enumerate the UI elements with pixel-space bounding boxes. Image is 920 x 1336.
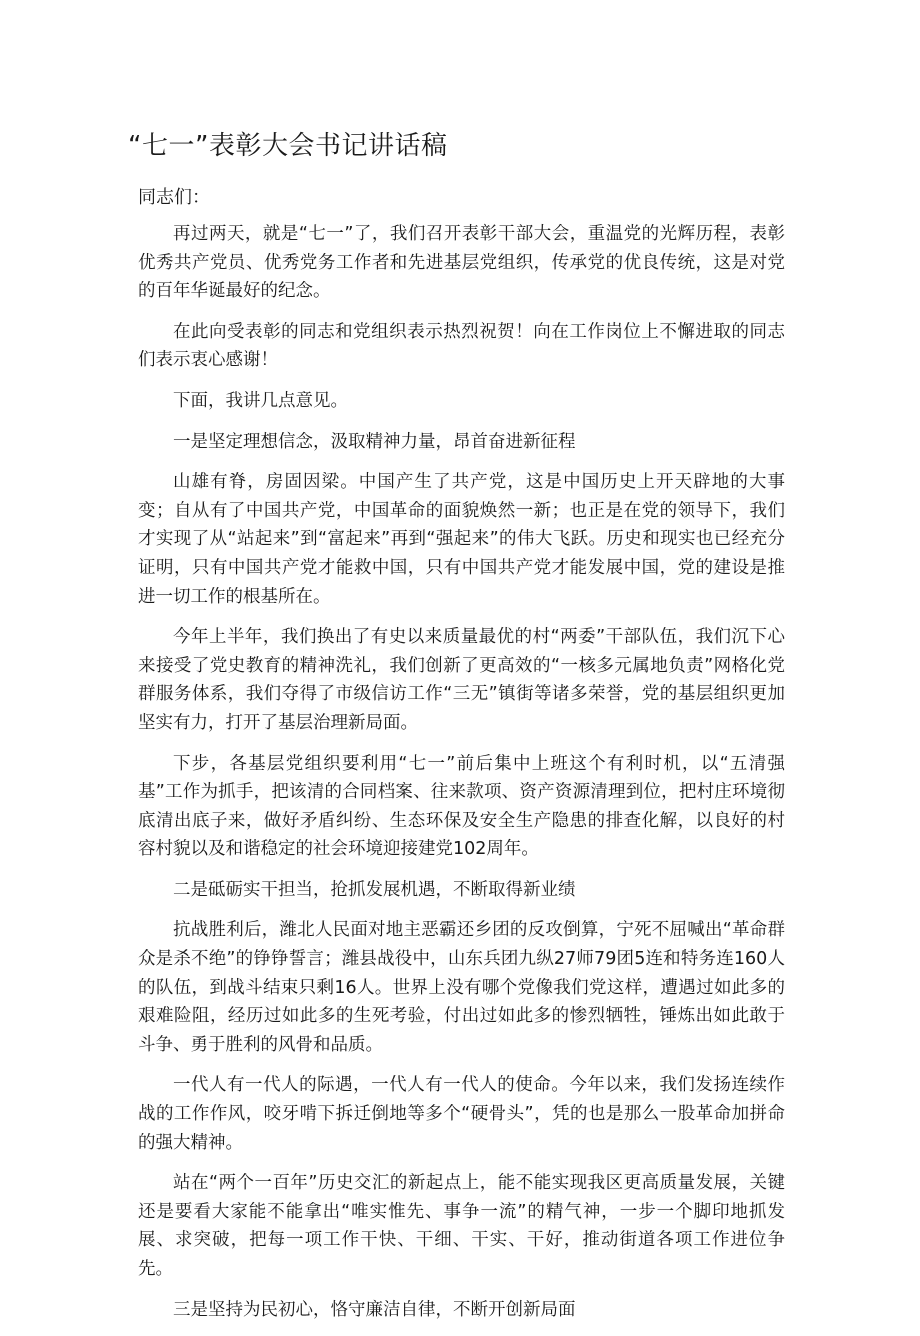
paragraph: 一代人有一代人的际遇，一代人有一代人的使命。今年以来，我们发扬连续作战的工作作风，咬牙啃下拆迁倒地等多个“硬骨头”，凭的也是那么一股革命加拼命的强大精神。 — [138, 1075, 785, 1153]
paragraph: 下步，各基层党组织要利用“七一”前后集中上班这个有利时机，以“五清强基”工作为抓手，把该清的合同档案、往来款项、资产资源清理到位，把村庄环境彻底清出底子来，做好矛盾纠纷、生态环保及安全生产隐患的排查化解，以良好的村容村貌以及和谐稳定的社会环境迎接建党102周年。 — [138, 753, 785, 860]
paragraph: 在此向受表彰的同志和党组织表示热烈祝贺！向在工作岗位上不懈进取的同志们表示衷心感谢！ — [138, 321, 785, 371]
document-title: “七一”表彰大会书记讲话稿 — [128, 131, 448, 161]
salutation: 同志们： — [138, 187, 210, 208]
paragraph: 抗战胜利后，潍北人民面对地主恶霸还乡团的反攻倒算，宁死不屈喊出“革命群众是杀不绝”的铮铮誓言；潍县战役中，山东兵团九纵27师79团5连和特务连160人的队伍，到战斗结束只剩16人。世界上没有哪个党像我们党这样，遭遇过如此多的艰难险阻，经历过如此多的生死考验，付出过如此多的惨烈牺牲，锤炼出如此敢于斗争、勇于胜利的风骨和品质。 — [138, 920, 785, 1055]
section-heading: 二是砥砺实干担当，抢抓发展机遇，不断取得新业绩 — [173, 879, 576, 900]
paragraph: 下面，我讲几点意见。 — [173, 390, 348, 411]
paragraph: 再过两天，就是“七一”了，我们召开表彰干部大会，重温党的光辉历程，表彰优秀共产党员、优秀党务工作者和先进基层党组织，传承党的优良传统，这是对党的百年华诞最好的纪念。 — [138, 224, 785, 302]
paragraph: 今年上半年，我们换出了有史以来质量最优的村“两委”干部队伍，我们沉下心来接受了党史教育的精神洗礼，我们创新了更高效的“一核多元属地负责”网格化党群服务体系，我们夺得了市级信访工作“三无”镇街等诸多荣誉，党的基层组织更加坚实有力，打开了基层治理新局面。 — [138, 627, 785, 733]
section-heading: 一是坚定理想信念，汲取精神力量，昂首奋进新征程 — [173, 431, 576, 452]
section-heading: 三是坚持为民初心，恪守廉洁自律，不断开创新局面 — [173, 1299, 576, 1320]
paragraph: 山雄有脊，房固因梁。中国产生了共产党，这是中国历史上开天辟地的大事变；自从有了中国共产党，中国革命的面貌焕然一新；也正是在党的领导下，我们才实现了从“站起来”到“富起来”再到“强起来”的伟大飞跃。历史和现实也已经充分证明，只有中国共产党才能救中国，只有中国共产党才能发展中国，党的建设是推进一切工作的根基所在。 — [138, 472, 785, 607]
paragraph: 站在“两个一百年”历史交汇的新起点上，能不能实现我区更高质量发展，关键还是要看大家能不能拿出“唯实惟先、事争一流”的精气神，一步一个脚印地抓发展、求突破，把每一项工作干快、干细、干实、干好，推动街道各项工作进位争先。 — [138, 1173, 785, 1279]
document-body — [138, 220, 785, 1336]
